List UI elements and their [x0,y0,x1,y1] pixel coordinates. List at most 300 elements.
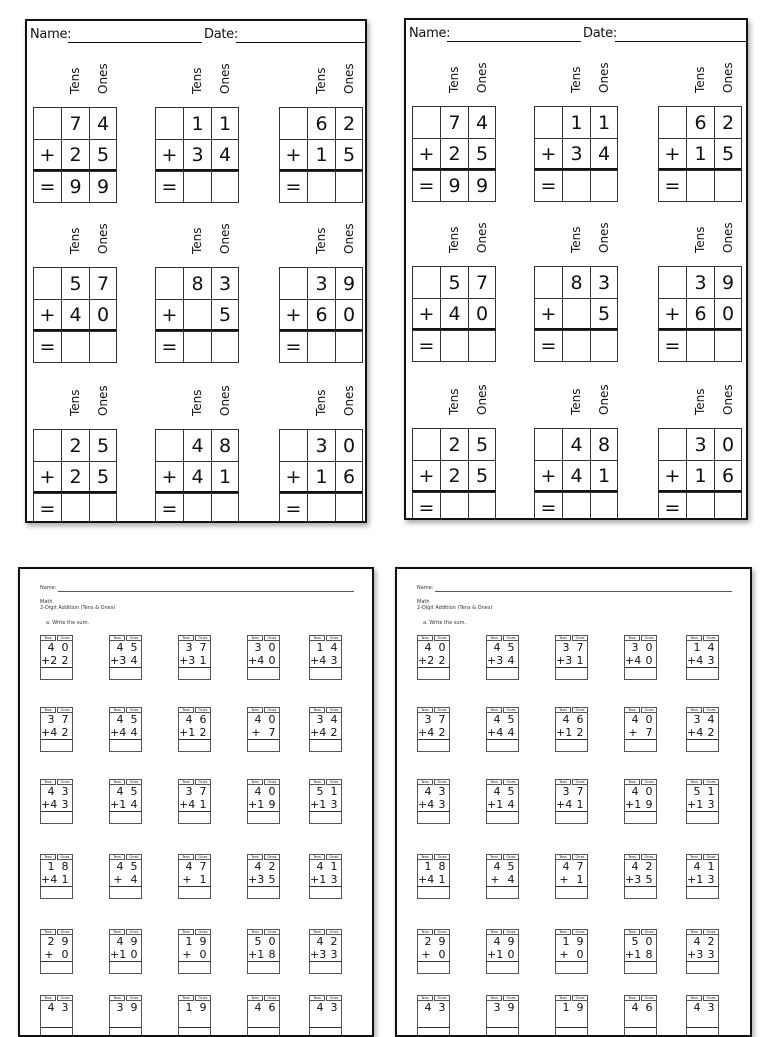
sum-tens-box[interactable] [440,492,468,520]
sum-answer-box[interactable] [686,1027,719,1037]
ones-header: Ones [434,929,450,935]
sum-answer-box[interactable] [624,739,657,752]
sum-ones-box[interactable] [590,492,618,520]
ones-label: Ones [218,223,232,254]
addend-ones: 9 [61,935,69,948]
mini-addition-problem [309,854,342,899]
blank-cell [155,267,183,299]
tens-label: Tens [447,66,461,93]
addend-tens: 4 [693,860,701,873]
ones-column-header [714,372,742,428]
addend-tens: 1 [47,860,55,873]
addition-problem [279,373,363,523]
sum-tens-box[interactable]: 9 [440,170,468,202]
mini-addition-problem [486,929,519,974]
sum-answer-box[interactable] [247,667,280,680]
ones-header: Ones [126,635,142,641]
ones-header: Ones [641,854,657,860]
second-addend-ones: 1 [576,798,584,811]
addition-problem [658,50,742,210]
second-addend-row [40,726,73,739]
second-addend-row [178,798,211,811]
sum-answer-box[interactable] [555,1027,588,1037]
second-addend-ones: 3 [330,873,338,886]
ones-header: Ones [195,779,211,785]
first-addend-row [486,935,519,948]
sum-ones-box[interactable]: 9 [468,170,496,202]
tens-header: Tens [109,995,125,1001]
sum-answer-box[interactable] [417,667,450,680]
second-addend-ones: 2 [61,654,69,667]
ones-header: Ones [641,779,657,785]
sum-answer-box[interactable] [486,739,519,752]
tens-header: Tens [247,854,263,860]
addend-ones: 7 [576,641,584,654]
addition-grid [534,428,618,520]
addition-grid [658,428,742,520]
sum-ones-box[interactable] [335,331,363,363]
second-addend-ones: 6 [714,460,742,492]
addend-tens: 1 [424,860,432,873]
addend-ones: 2 [714,106,742,138]
worksheet-bottom-left [18,567,374,1037]
addend-tens: 4 [424,1001,432,1014]
sum-answer-box[interactable] [624,811,657,824]
sum-ones-box[interactable] [211,171,239,203]
second-addend-row [686,726,719,739]
first-addend-row [486,785,519,798]
mini-addition-problem [40,929,73,974]
sum-answer-box[interactable] [555,886,588,899]
sum-answer-box[interactable] [109,811,142,824]
ones-label: Ones [96,385,110,416]
first-addend-row [309,935,342,948]
addend-tens: 5 [440,266,468,298]
sum-answer-box[interactable] [109,739,142,752]
ones-header: Ones [264,635,280,641]
sum-tens-box[interactable] [61,493,89,523]
addend-ones: 3 [330,1001,338,1014]
second-addend-row [109,873,142,886]
plus-and-tens: +4 [418,873,435,886]
plus-and-tens: +4 [41,798,58,811]
sum-answer-box[interactable] [178,886,211,899]
blank-cell [658,106,686,138]
second-addend-row [40,1014,73,1027]
second-addend-ones: 1 [590,460,618,492]
worksheet-bottom-right [395,567,752,1037]
tens-header: Tens [417,707,433,713]
sum-answer-box[interactable] [40,667,73,680]
addition-grid [33,267,117,363]
second-addend-row [686,1014,719,1027]
first-addend-row [555,860,588,873]
plus-and-tens: +1 [556,726,573,739]
sum-answer-box[interactable] [486,667,519,680]
addend-ones: 7 [199,860,207,873]
mini-addition-problem [40,995,73,1037]
sum-answer-box[interactable] [247,739,280,752]
sum-ones-box[interactable]: 9 [89,171,117,203]
second-addend-row [555,726,588,739]
tens-header: Tens [40,707,56,713]
mini-addition-problem [178,635,211,680]
mini-addition-problem [686,854,719,899]
sum-ones-box[interactable] [335,171,363,203]
first-addend-row [686,713,719,726]
first-addend-row [624,935,657,948]
ones-header: Ones [572,929,588,935]
first-addend-row [686,785,719,798]
addend-tens: 1 [183,107,211,139]
sum-answer-box[interactable] [309,961,342,974]
sum-answer-box[interactable] [555,811,588,824]
plus-sign: + [658,138,686,170]
sum-tens-box[interactable] [183,493,211,523]
tens-label: Tens [447,388,461,415]
second-addend-ones: 7 [645,726,653,739]
second-addend-row [247,726,280,739]
second-addend-ones: 5 [468,460,496,492]
second-addend-ones: 2 [707,726,715,739]
blank-cell [534,106,562,138]
mini-addition-problem [486,779,519,824]
sum-answer-box[interactable] [309,886,342,899]
tens-header: Tens [624,779,640,785]
sum-answer-box[interactable] [109,667,142,680]
sum-answer-box[interactable] [109,1027,142,1037]
ones-header: Ones [572,854,588,860]
ones-header: Ones [126,995,142,1001]
equals-sign: = [412,330,440,362]
sum-answer-box[interactable] [247,961,280,974]
addend-tens: 1 [562,106,590,138]
sum-ones-box[interactable] [468,492,496,520]
tens-label: Tens [569,388,583,415]
addend-ones: 5 [130,785,138,798]
sum-answer-box[interactable] [417,739,450,752]
sum-answer-box[interactable] [486,886,519,899]
mini-addition-problem [486,995,519,1037]
ones-header: Ones [703,995,719,1001]
sum-answer-box[interactable] [486,961,519,974]
addend-tens: 4 [185,713,193,726]
first-addend-row [686,860,719,873]
second-addend-tens: 6 [307,299,335,331]
sum-answer-box[interactable] [247,886,280,899]
sum-ones-box[interactable] [590,170,618,202]
second-addend-row [309,726,342,739]
sum-answer-box[interactable] [486,811,519,824]
sum-ones-box[interactable] [211,331,239,363]
date-blank[interactable] [615,41,746,42]
addend-tens: 7 [440,106,468,138]
second-addend-ones: 5 [268,873,276,886]
sum-ones-box[interactable] [468,330,496,362]
second-addend-ones: 9 [645,798,653,811]
second-addend-row [40,873,73,886]
mini-addition-problem [417,779,450,824]
plus-and-tens: +4 [248,654,265,667]
ones-header: Ones [503,779,519,785]
sum-answer-box[interactable] [40,886,73,899]
sum-answer-box[interactable] [40,811,73,824]
plus-and-tens: +4 [687,654,704,667]
second-addend-tens: 2 [440,138,468,170]
ones-header: Ones [57,707,73,713]
addend-tens: 4 [493,860,501,873]
sum-tens-box[interactable] [307,171,335,203]
name-blank[interactable] [68,42,202,43]
addend-ones: 0 [714,428,742,460]
first-addend-row [486,641,519,654]
tens-column-header [61,211,89,267]
sum-answer-box[interactable] [486,1027,519,1037]
sum-answer-box[interactable] [417,1027,450,1037]
ones-column-header [590,372,618,428]
sum-tens-box[interactable] [307,331,335,363]
sum-answer-box[interactable] [686,667,719,680]
first-addend-row [417,1001,450,1014]
name-underline[interactable] [435,591,732,592]
addend-tens: 3 [631,641,639,654]
sum-tens-box[interactable] [307,493,335,523]
sum-tens-box[interactable]: 9 [61,171,89,203]
addend-tens: 2 [61,429,89,461]
sum-ones-box[interactable] [590,330,618,362]
sum-tens-box[interactable] [183,171,211,203]
addend-tens: 4 [424,641,432,654]
sum-ones-box[interactable] [89,493,117,523]
tens-column-header [440,50,468,106]
first-addend-row [309,641,342,654]
second-addend-ones: 0 [335,299,363,331]
sum-answer-box[interactable] [178,667,211,680]
equals-sign: = [155,171,183,203]
second-addend-ones: 0 [268,654,276,667]
plus-and-tens: +3 [556,654,573,667]
sum-tens-box[interactable] [562,492,590,520]
second-addend-row [247,654,280,667]
second-addend-ones: 2 [199,726,207,739]
second-addend-row [247,948,280,961]
ones-column-header [89,373,117,429]
second-addend-row [109,798,142,811]
first-addend-row [555,713,588,726]
addend-tens: 3 [693,713,701,726]
second-addend-row [109,1014,142,1027]
first-addend-row [686,1001,719,1014]
plus-and-tens: +3 [487,654,504,667]
plus-and-tens: + [490,873,500,886]
addend-ones: 9 [576,935,584,948]
first-addend-row [178,641,211,654]
sum-answer-box[interactable] [686,739,719,752]
second-addend-tens: 2 [440,460,468,492]
sum-answer-box[interactable] [247,811,280,824]
sum-answer-box[interactable] [178,811,211,824]
sum-tens-box[interactable] [440,330,468,362]
addition-problem [279,51,363,211]
tens-header: Tens [624,929,640,935]
sum-answer-box[interactable] [417,811,450,824]
sum-answer-box[interactable] [40,961,73,974]
addend-tens: 3 [316,713,324,726]
addend-ones: 9 [130,935,138,948]
mini-addition-problem [309,995,342,1037]
addend-ones: 7 [576,785,584,798]
sum-tens-box[interactable] [183,331,211,363]
tens-header: Tens [109,707,125,713]
second-addend-ones: 4 [507,873,515,886]
sum-answer-box[interactable] [686,811,719,824]
sum-answer-box[interactable] [624,961,657,974]
sum-answer-box[interactable] [309,739,342,752]
first-addend-row [109,935,142,948]
sum-answer-box[interactable] [309,811,342,824]
tens-label: Tens [68,67,82,94]
ones-header: Ones [264,995,280,1001]
sum-ones-box[interactable] [211,493,239,523]
mini-addition-problem [247,929,280,974]
addend-tens: 4 [631,785,639,798]
second-addend-row [486,948,519,961]
ones-header: Ones [326,995,342,1001]
addend-tens: 4 [562,428,590,460]
sum-answer-box[interactable] [178,1027,211,1037]
mini-addition-problem [624,707,657,752]
sum-answer-box[interactable] [624,667,657,680]
first-addend-row [686,935,719,948]
sum-answer-box[interactable] [624,1027,657,1037]
second-addend-ones: 5 [645,873,653,886]
date-label: Date: [204,27,238,42]
second-addend-ones: 2 [438,726,446,739]
addend-ones: 1 [211,107,239,139]
second-addend-tens: 2 [61,139,89,171]
equals-sign: = [534,170,562,202]
tens-label: Tens [569,66,583,93]
addend-tens: 4 [116,713,124,726]
addend-ones: 8 [438,860,446,873]
ones-label: Ones [597,62,611,93]
first-addend-row [40,935,73,948]
sum-answer-box[interactable] [555,961,588,974]
mini-addition-problem [40,779,73,824]
sum-answer-box[interactable] [624,886,657,899]
second-addend-row [178,873,211,886]
sum-answer-box[interactable] [555,739,588,752]
sum-ones-box[interactable] [714,330,742,362]
ones-column-header [468,372,496,428]
addend-ones: 1 [330,860,338,873]
sum-answer-box[interactable] [178,739,211,752]
tens-header: Tens [417,635,433,641]
second-addend-tens: 1 [686,460,714,492]
ones-label: Ones [218,385,232,416]
addition-grid [279,429,363,523]
mini-addition-problem [555,854,588,899]
date-blank[interactable] [236,42,365,43]
second-addend-ones: 1 [438,873,446,886]
ones-column-header [590,50,618,106]
sum-answer-box[interactable] [109,961,142,974]
addend-tens: 6 [686,106,714,138]
addend-tens: 3 [424,713,432,726]
addition-grid [412,106,496,202]
addition-grid [155,267,239,363]
ones-column-header [89,51,117,107]
sum-answer-box[interactable] [178,961,211,974]
ones-header: Ones [703,707,719,713]
first-addend-row [109,860,142,873]
sum-ones-box[interactable] [335,493,363,523]
second-addend-row [309,654,342,667]
sum-answer-box[interactable] [686,886,719,899]
addend-ones: 0 [645,713,653,726]
name-underline[interactable] [58,591,354,592]
addend-ones: 9 [714,266,742,298]
addend-tens: 4 [47,1001,55,1014]
mini-addition-problem [486,635,519,680]
addend-tens: 4 [116,935,124,948]
sum-ones-box[interactable] [714,170,742,202]
sum-tens-box[interactable] [562,330,590,362]
blank-cell [279,429,307,461]
sum-answer-box[interactable] [40,739,73,752]
name-blank[interactable] [447,41,581,42]
sum-answer-box[interactable] [109,886,142,899]
addend-tens: 4 [316,860,324,873]
plus-and-tens: +2 [41,654,58,667]
first-addend-row [624,641,657,654]
sum-answer-box[interactable] [247,1027,280,1037]
sum-ones-box[interactable] [714,492,742,520]
second-addend-ones: 3 [330,798,338,811]
name-line [417,585,433,591]
sum-answer-box[interactable] [40,1027,73,1037]
tens-column-header [562,210,590,266]
plus-and-tens: + [182,948,192,961]
sum-tens-box[interactable] [686,492,714,520]
first-addend-row [309,785,342,798]
sum-tens-box[interactable] [686,170,714,202]
sum-answer-box[interactable] [417,886,450,899]
first-addend-row [178,785,211,798]
sum-answer-box[interactable] [417,961,450,974]
second-addend-row [178,726,211,739]
ones-header: Ones [326,707,342,713]
addend-tens: 8 [562,266,590,298]
sum-ones-box[interactable] [89,331,117,363]
sum-tens-box[interactable] [61,331,89,363]
addend-tens: 1 [693,641,701,654]
second-addend-row [417,1014,450,1027]
mini-addition-problem [178,779,211,824]
sum-answer-box[interactable] [555,667,588,680]
sum-answer-box[interactable] [686,961,719,974]
plus-and-tens: + [182,873,192,886]
second-addend-row [417,948,450,961]
sum-answer-box[interactable] [309,667,342,680]
sum-answer-box[interactable] [309,1027,342,1037]
sum-tens-box[interactable] [562,170,590,202]
sum-tens-box[interactable] [686,330,714,362]
addend-tens: 6 [307,107,335,139]
addend-tens: 1 [562,935,570,948]
mini-addition-problem [247,995,280,1037]
plus-and-tens: + [628,726,638,739]
